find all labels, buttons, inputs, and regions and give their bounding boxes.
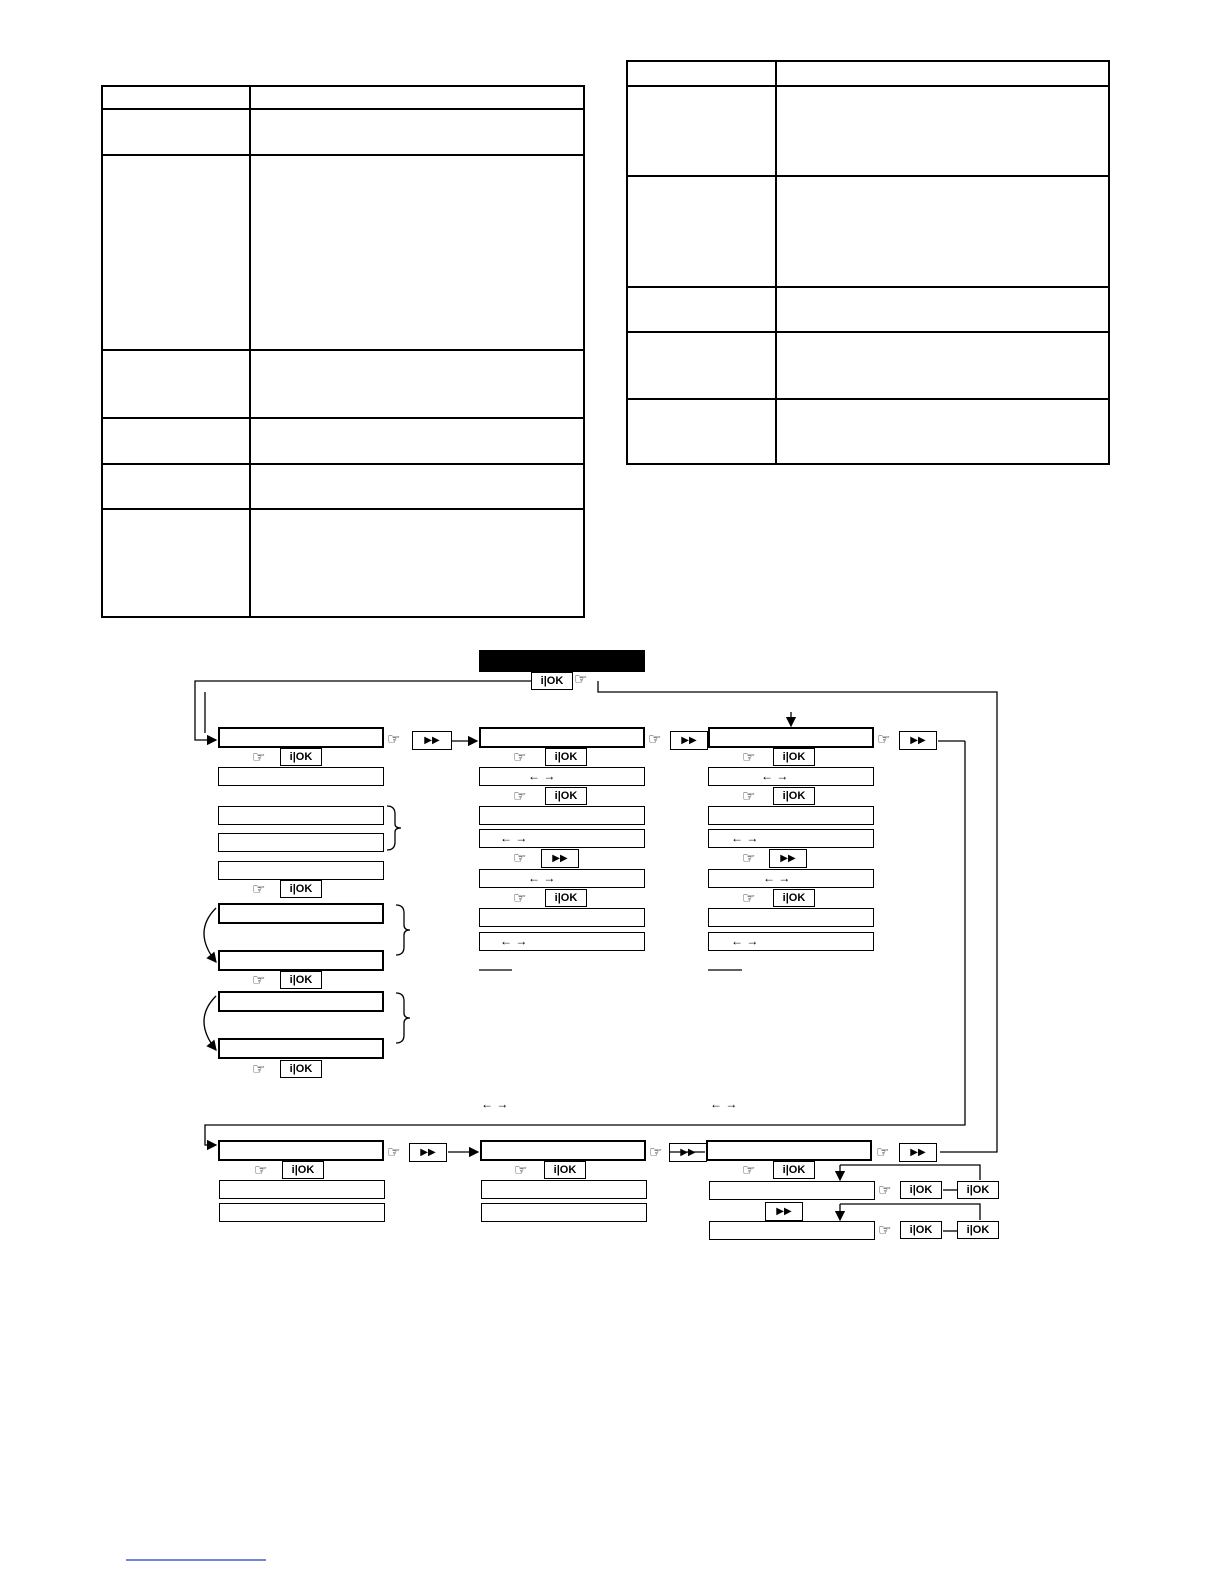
left-right-arrows-icon: ← → (731, 831, 759, 845)
ok-key-icon: i|OK (545, 889, 587, 907)
next-key-icon: ▶▶ (765, 1202, 803, 1221)
left-right-arrows-icon: ← → (763, 871, 791, 885)
display-box (479, 806, 645, 825)
left-right-arrows-icon: ← → (528, 769, 556, 783)
ok-key-icon: i|OK (957, 1221, 999, 1239)
pointing-hand-icon: ☞ (514, 1162, 528, 1179)
next-key-icon: ▶▶ (409, 1143, 447, 1162)
next-key-icon: ▶▶ (670, 731, 708, 750)
left-right-arrows-icon: ← → (500, 831, 528, 845)
pointing-hand-icon: ☞ (649, 1144, 663, 1161)
pointing-hand-icon: ☞ (878, 1182, 892, 1199)
display-box (708, 869, 874, 888)
pointing-hand-icon: ☞ (513, 788, 527, 805)
left-right-arrows-icon: ← → (761, 769, 789, 783)
display-box (218, 767, 384, 786)
ok-key-icon: i|OK (544, 1161, 586, 1179)
display-box (219, 1180, 385, 1199)
pointing-hand-icon: ☞ (387, 731, 401, 748)
display-box (709, 1221, 875, 1240)
menu-box-bottom-col1 (218, 1140, 384, 1161)
display-box (708, 908, 874, 927)
display-box (708, 932, 874, 951)
display-box (479, 908, 645, 927)
ok-key-icon: i|OK (280, 971, 322, 989)
display-box (708, 829, 874, 848)
display-box (218, 861, 384, 880)
display-box (479, 932, 645, 951)
ok-key-icon: i|OK (773, 1161, 815, 1179)
menu-box-col3-top (708, 727, 874, 748)
pointing-hand-icon: ☞ (742, 850, 756, 867)
ok-key-icon: i|OK (773, 748, 815, 766)
ok-key-icon: i|OK (282, 1161, 324, 1179)
menu-box-bottom-col2 (480, 1140, 646, 1161)
menu-box-col2-top (479, 727, 645, 748)
pointing-hand-icon: ☞ (252, 972, 266, 989)
pointing-hand-icon: ☞ (252, 1061, 266, 1078)
display-box (218, 950, 384, 971)
pointing-hand-icon: ☞ (648, 731, 662, 748)
pointing-hand-icon: ☞ (878, 1222, 892, 1239)
ok-key-icon: i|OK (545, 748, 587, 766)
next-key-icon: ▶▶ (769, 849, 807, 868)
display-box (479, 829, 645, 848)
display-box (218, 806, 384, 825)
pointing-hand-icon: ☞ (387, 1144, 401, 1161)
pointing-hand-icon: ☞ (742, 788, 756, 805)
ok-key-icon: i|OK (900, 1221, 942, 1239)
pointing-hand-icon: ☞ (254, 1162, 268, 1179)
pointing-hand-icon: ☞ (742, 890, 756, 907)
display-box (708, 767, 874, 786)
pointing-hand-icon: ☞ (513, 850, 527, 867)
next-key-icon: ▶▶ (899, 731, 937, 750)
display-box (479, 767, 645, 786)
display-box (708, 806, 874, 825)
left-right-arrows-icon: ← → (528, 871, 556, 885)
left-right-arrows-icon: ← → (710, 1097, 738, 1111)
menu-box-col1-top (218, 727, 384, 748)
display-box (219, 1203, 385, 1222)
pointing-hand-icon: ☞ (742, 1162, 756, 1179)
ok-key-icon: i|OK (957, 1181, 999, 1199)
display-box (481, 1180, 647, 1199)
next-key-icon: ▶▶ (899, 1143, 937, 1162)
display-box (218, 903, 384, 924)
left-right-arrows-icon: ← → (731, 934, 759, 948)
ok-key-icon: i|OK (531, 672, 573, 690)
display-box (709, 1181, 875, 1200)
pointing-hand-icon: ☞ (742, 749, 756, 766)
display-box (218, 1038, 384, 1059)
pointing-hand-icon: ☞ (574, 671, 588, 688)
pointing-hand-icon: ☞ (252, 881, 266, 898)
display-box (481, 1203, 647, 1222)
display-box (218, 991, 384, 1012)
display-box (479, 869, 645, 888)
display-box (218, 833, 384, 852)
ok-key-icon: i|OK (900, 1181, 942, 1199)
ok-key-icon: i|OK (773, 787, 815, 805)
ok-key-icon: i|OK (545, 787, 587, 805)
ok-key-icon: i|OK (280, 1060, 322, 1078)
pointing-hand-icon: ☞ (877, 731, 891, 748)
pointing-hand-icon: ☞ (513, 749, 527, 766)
ok-key-icon: i|OK (773, 889, 815, 907)
left-right-arrows-icon: ← → (500, 934, 528, 948)
pointing-hand-icon: ☞ (876, 1144, 890, 1161)
menu-box-bottom-col3 (706, 1140, 872, 1161)
next-key-icon: ▶▶ (541, 849, 579, 868)
ok-key-icon: i|OK (280, 880, 322, 898)
next-key-icon: ▶▶ (412, 731, 452, 750)
left-right-arrows-icon: ← → (481, 1097, 509, 1111)
next-key-icon: ▶▶ (669, 1143, 707, 1162)
pointing-hand-icon: ☞ (252, 749, 266, 766)
ok-key-icon: i|OK (280, 748, 322, 766)
pointing-hand-icon: ☞ (513, 890, 527, 907)
